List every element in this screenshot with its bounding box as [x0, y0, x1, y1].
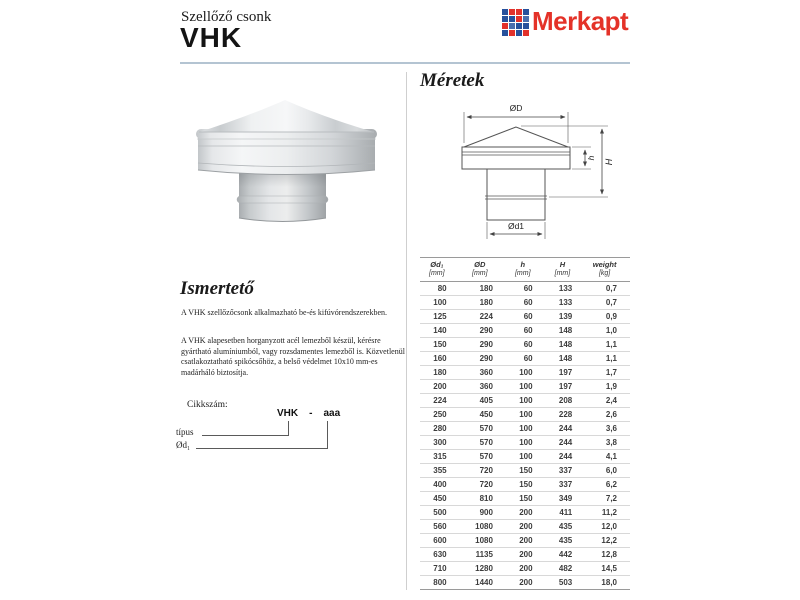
table-cell: 100	[506, 436, 546, 450]
table-cell: 337	[546, 464, 586, 478]
table-cell: 435	[546, 520, 586, 534]
table-cell: 442	[546, 548, 586, 562]
table-row	[420, 548, 630, 562]
table-row	[420, 296, 630, 310]
table-cell: 100	[506, 408, 546, 422]
table-cell: 450	[420, 492, 460, 506]
table-row	[420, 366, 630, 380]
table-cell: 1,7	[585, 366, 630, 380]
table-cell: 148	[546, 324, 586, 338]
logo-wordmark: Merkapt	[532, 6, 629, 36]
table-cell: 197	[546, 380, 586, 394]
table-cell: 250	[420, 408, 460, 422]
table-cell: 100	[506, 394, 546, 408]
diagram-label-top-diameter: ØD	[509, 103, 523, 113]
table-cell: 200	[506, 506, 546, 520]
table-cell: 60	[506, 352, 546, 366]
table-cell: 197	[546, 366, 586, 380]
table-row	[420, 450, 630, 464]
column-header-D: ØD [mm]	[460, 258, 506, 282]
table-cell: 200	[506, 520, 546, 534]
order-code-separator: -	[309, 408, 313, 419]
table-cell: 300	[420, 436, 460, 450]
table-cell: 800	[420, 576, 460, 590]
order-code-label: Cikkszám:	[187, 400, 228, 410]
table-cell: 60	[506, 296, 546, 310]
column-header-H: H [mm]	[546, 258, 586, 282]
table-row	[420, 534, 630, 548]
table-cell: 244	[546, 450, 586, 464]
table-cell: 133	[546, 282, 586, 296]
table-cell: 1280	[460, 562, 506, 576]
table-cell: 2,4	[585, 394, 630, 408]
table-cell: 0,7	[585, 282, 630, 296]
description-paragraph-2: A VHK alapesetben horganyzott acél lemezből készül, kérésre gyártható alumíniumból, vagy rozsdamentes lemezből is. Közvetlenül csatlakoztatható spikócsőhöz, a belső védelmet 10x10 mm-es madárháló biztosítja.	[181, 336, 405, 377]
table-row	[420, 520, 630, 534]
dimensions-table-body	[420, 282, 630, 590]
order-code	[277, 408, 340, 419]
table-cell: 148	[546, 338, 586, 352]
table-cell: 1080	[460, 520, 506, 534]
table-cell: 7,2	[585, 492, 630, 506]
table-cell: 6,2	[585, 478, 630, 492]
order-code-suffix: aaa	[323, 408, 341, 419]
product-category: Szellőző csonk	[181, 9, 272, 25]
diagram-pipe	[487, 169, 545, 220]
table-cell: 60	[506, 282, 546, 296]
table-row	[420, 324, 630, 338]
table-cell: 180	[460, 296, 506, 310]
table-cell: 290	[460, 352, 506, 366]
table-row	[420, 562, 630, 576]
table-cell: 450	[460, 408, 506, 422]
header-divider	[180, 62, 630, 64]
section-title-description: Ismertető	[180, 278, 254, 299]
table-cell: 1,1	[585, 352, 630, 366]
table-cell: 180	[420, 366, 460, 380]
table-cell: 349	[546, 492, 586, 506]
table-cell: 315	[420, 450, 460, 464]
description-paragraph-1: A VHK szellőzőcsonk alkalmazható be-és kifúvórendszerekben.	[181, 308, 388, 317]
table-cell: 405	[460, 394, 506, 408]
table-cell: 200	[506, 562, 546, 576]
diagram-label-bottom-diameter: Ød1	[507, 221, 525, 231]
table-row	[420, 506, 630, 520]
table-row	[420, 492, 630, 506]
table-cell: 6,0	[585, 464, 630, 478]
table-cell: 12,0	[585, 520, 630, 534]
table-cell: 3,6	[585, 422, 630, 436]
table-cell: 200	[506, 534, 546, 548]
dimensions-table-header	[420, 258, 630, 282]
table-cell: 200	[506, 576, 546, 590]
table-row	[420, 352, 630, 366]
legend-line-type-horizontal	[202, 435, 288, 436]
legend-diameter-label: Ød₁	[176, 440, 191, 450]
table-cell: 200	[420, 380, 460, 394]
table-cell: 224	[420, 394, 460, 408]
column-header-d1: Ød₁ [mm]	[420, 258, 460, 282]
table-cell: 355	[420, 464, 460, 478]
table-row	[420, 576, 630, 590]
table-row	[420, 310, 630, 324]
product-code-title: VHK	[180, 22, 243, 53]
table-cell: 60	[506, 310, 546, 324]
table-cell: 224	[460, 310, 506, 324]
table-cell: 100	[420, 296, 460, 310]
logo-grid-icon	[502, 9, 529, 36]
legend-type-label: típus	[176, 427, 194, 437]
section-title-dimensions: Méretek	[420, 70, 485, 91]
table-cell: 482	[546, 562, 586, 576]
table-row	[420, 394, 630, 408]
order-code-prefix: VHK	[277, 408, 299, 419]
table-cell: 139	[546, 310, 586, 324]
table-cell: 290	[460, 324, 506, 338]
table-cell: 3,8	[585, 436, 630, 450]
table-row	[420, 282, 630, 296]
table-cell: 100	[506, 450, 546, 464]
table-cell: 208	[546, 394, 586, 408]
table-cell: 12,8	[585, 548, 630, 562]
table-cell: 1,1	[585, 338, 630, 352]
table-cell: 12,2	[585, 534, 630, 548]
table-cell: 1,9	[585, 380, 630, 394]
table-cell: 228	[546, 408, 586, 422]
column-header-h: h [mm]	[506, 258, 546, 282]
table-cell: 411	[546, 506, 586, 520]
table-cell: 570	[460, 436, 506, 450]
table-cell: 244	[546, 422, 586, 436]
table-cell: 400	[420, 478, 460, 492]
table-cell: 14,5	[585, 562, 630, 576]
legend-line-diameter-vertical	[327, 421, 328, 449]
dimensions-table	[420, 257, 630, 590]
table-cell: 100	[506, 422, 546, 436]
table-cell: 60	[506, 338, 546, 352]
diagram-label-collar-height: h	[586, 155, 596, 161]
dimension-diagram	[428, 96, 628, 246]
diagram-label-total-height: H	[604, 158, 614, 166]
table-cell: 148	[546, 352, 586, 366]
legend-line-diameter-horizontal	[196, 448, 327, 449]
table-row	[420, 408, 630, 422]
table-cell: 360	[460, 366, 506, 380]
table-cell: 710	[420, 562, 460, 576]
brand-logo	[502, 6, 628, 36]
table-cell: 180	[460, 282, 506, 296]
table-cell: 337	[546, 478, 586, 492]
table-cell: 360	[460, 380, 506, 394]
table-cell: 720	[460, 464, 506, 478]
table-cell: 435	[546, 534, 586, 548]
table-row	[420, 338, 630, 352]
table-row	[420, 478, 630, 492]
table-cell: 1,0	[585, 324, 630, 338]
table-cell: 570	[460, 450, 506, 464]
table-cell: 720	[460, 478, 506, 492]
table-cell: 133	[546, 296, 586, 310]
column-header-weight: weight [kg]	[585, 258, 630, 282]
table-cell: 900	[460, 506, 506, 520]
table-cell: 100	[506, 380, 546, 394]
table-row	[420, 436, 630, 450]
table-cell: 0,7	[585, 296, 630, 310]
table-cell: 280	[420, 422, 460, 436]
table-row	[420, 464, 630, 478]
table-cell: 18,0	[585, 576, 630, 590]
table-row	[420, 380, 630, 394]
table-cell: 60	[506, 324, 546, 338]
table-cell: 160	[420, 352, 460, 366]
table-cell: 630	[420, 548, 460, 562]
table-cell: 80	[420, 282, 460, 296]
legend-line-type-vertical	[288, 421, 289, 436]
table-cell: 150	[506, 492, 546, 506]
table-cell: 4,1	[585, 450, 630, 464]
diagram-collar	[462, 147, 570, 169]
table-cell: 570	[460, 422, 506, 436]
product-photo	[185, 66, 390, 271]
table-cell: 244	[546, 436, 586, 450]
column-divider	[406, 72, 407, 590]
table-cell: 150	[506, 478, 546, 492]
table-cell: 100	[506, 366, 546, 380]
table-cell: 200	[506, 548, 546, 562]
table-cell: 0,9	[585, 310, 630, 324]
table-cell: 600	[420, 534, 460, 548]
table-cell: 1440	[460, 576, 506, 590]
table-row	[420, 422, 630, 436]
table-cell: 500	[420, 506, 460, 520]
table-cell: 140	[420, 324, 460, 338]
table-cell: 150	[506, 464, 546, 478]
table-cell: 150	[420, 338, 460, 352]
table-cell: 125	[420, 310, 460, 324]
table-cell: 1135	[460, 548, 506, 562]
table-cell: 560	[420, 520, 460, 534]
table-cell: 2,6	[585, 408, 630, 422]
table-cell: 11,2	[585, 506, 630, 520]
table-cell: 810	[460, 492, 506, 506]
table-cell: 503	[546, 576, 586, 590]
table-cell: 290	[460, 338, 506, 352]
diagram-cone	[464, 127, 568, 147]
table-cell: 1080	[460, 534, 506, 548]
